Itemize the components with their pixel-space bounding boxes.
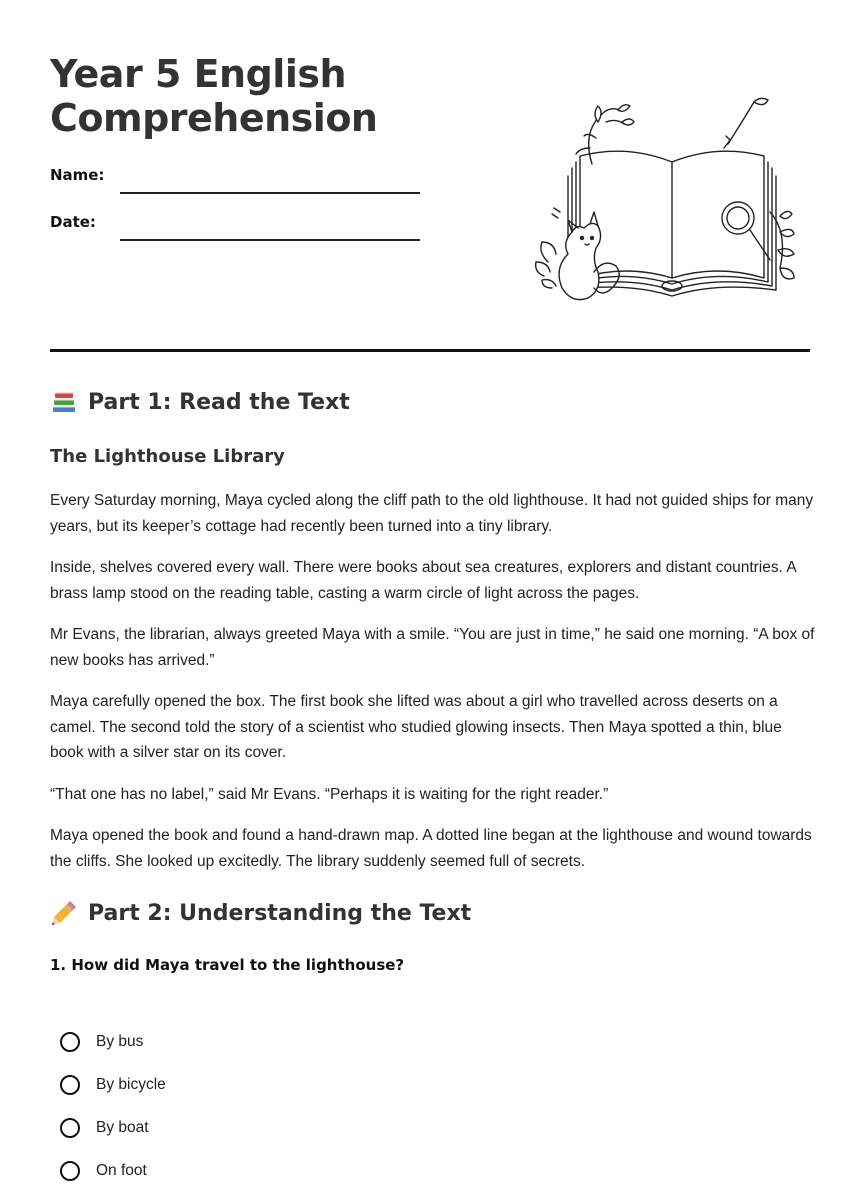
open-book-illustration-icon [532,92,802,308]
name-label: Name: [50,166,105,184]
pencil-icon [50,899,78,927]
page-title [50,52,377,140]
option-label: By boat [96,1118,149,1136]
radio-button[interactable] [60,1118,80,1138]
passage-paragraph: Maya opened the book and found a hand-drawn map. A dotted line began at the lighthouse and wound towards the cliffs. She looked up excitedly. The library suddenly seemed full of secrets. [50,827,812,870]
passage-paragraph: Mr Evans, the librarian, always greeted Maya with a smile. “You are just in time,” he said one morning. “A box of new books has arrived.” [50,626,815,669]
reading-passage [50,488,815,890]
question-1: 1. How did Maya travel to the lighthouse? [50,956,405,974]
date-input-line[interactable] [120,239,420,241]
title-line-1: Year 5 English [50,52,347,96]
passage-paragraph: Maya carefully opened the box. The first book she lifted was about a girl who travelled across deserts on a camel. The second told the story of a scientist who studied glowing insects. Then Maya spotted a thin, blue book with a silver star on its cover. [50,693,782,761]
books-icon [50,388,78,416]
story-title: The Lighthouse Library [50,446,285,467]
option-by-bicycle[interactable] [60,1063,166,1106]
option-by-boat[interactable] [60,1106,166,1149]
header-divider [50,349,810,352]
part-2-heading [50,899,471,927]
option-label: By bus [96,1032,144,1050]
name-field[interactable] [50,166,420,184]
date-field[interactable] [50,213,420,231]
option-label: By bicycle [96,1075,166,1093]
question-1-options [60,1020,166,1192]
part-2-heading-text: Part 2: Understanding the Text [88,900,472,926]
option-label: On foot [96,1161,147,1179]
passage-paragraph: Every Saturday morning, Maya cycled along the cliff path to the old lighthouse. It had not guided ships for many years, but its keeper’s cottage had recently been turned into a tiny library. [50,492,814,535]
option-on-foot[interactable] [60,1149,166,1192]
passage-paragraph: Inside, shelves covered every wall. There were books about sea creatures, explorers and distant countries. A brass lamp stood on the reading table, casting a warm circle of light across the pages. [50,559,796,602]
date-label: Date: [50,213,96,231]
radio-button[interactable] [60,1075,80,1095]
part-1-heading-text: Part 1: Read the Text [88,389,350,415]
option-by-bus[interactable] [60,1020,166,1063]
name-input-line[interactable] [120,192,420,194]
part-1-heading [50,388,350,416]
radio-button[interactable] [60,1032,80,1052]
radio-button[interactable] [60,1161,80,1181]
passage-paragraph: “That one has no label,” said Mr Evans. “Perhaps it is waiting for the right reader.” [50,785,609,803]
title-line-2: Comprehension [50,96,378,140]
